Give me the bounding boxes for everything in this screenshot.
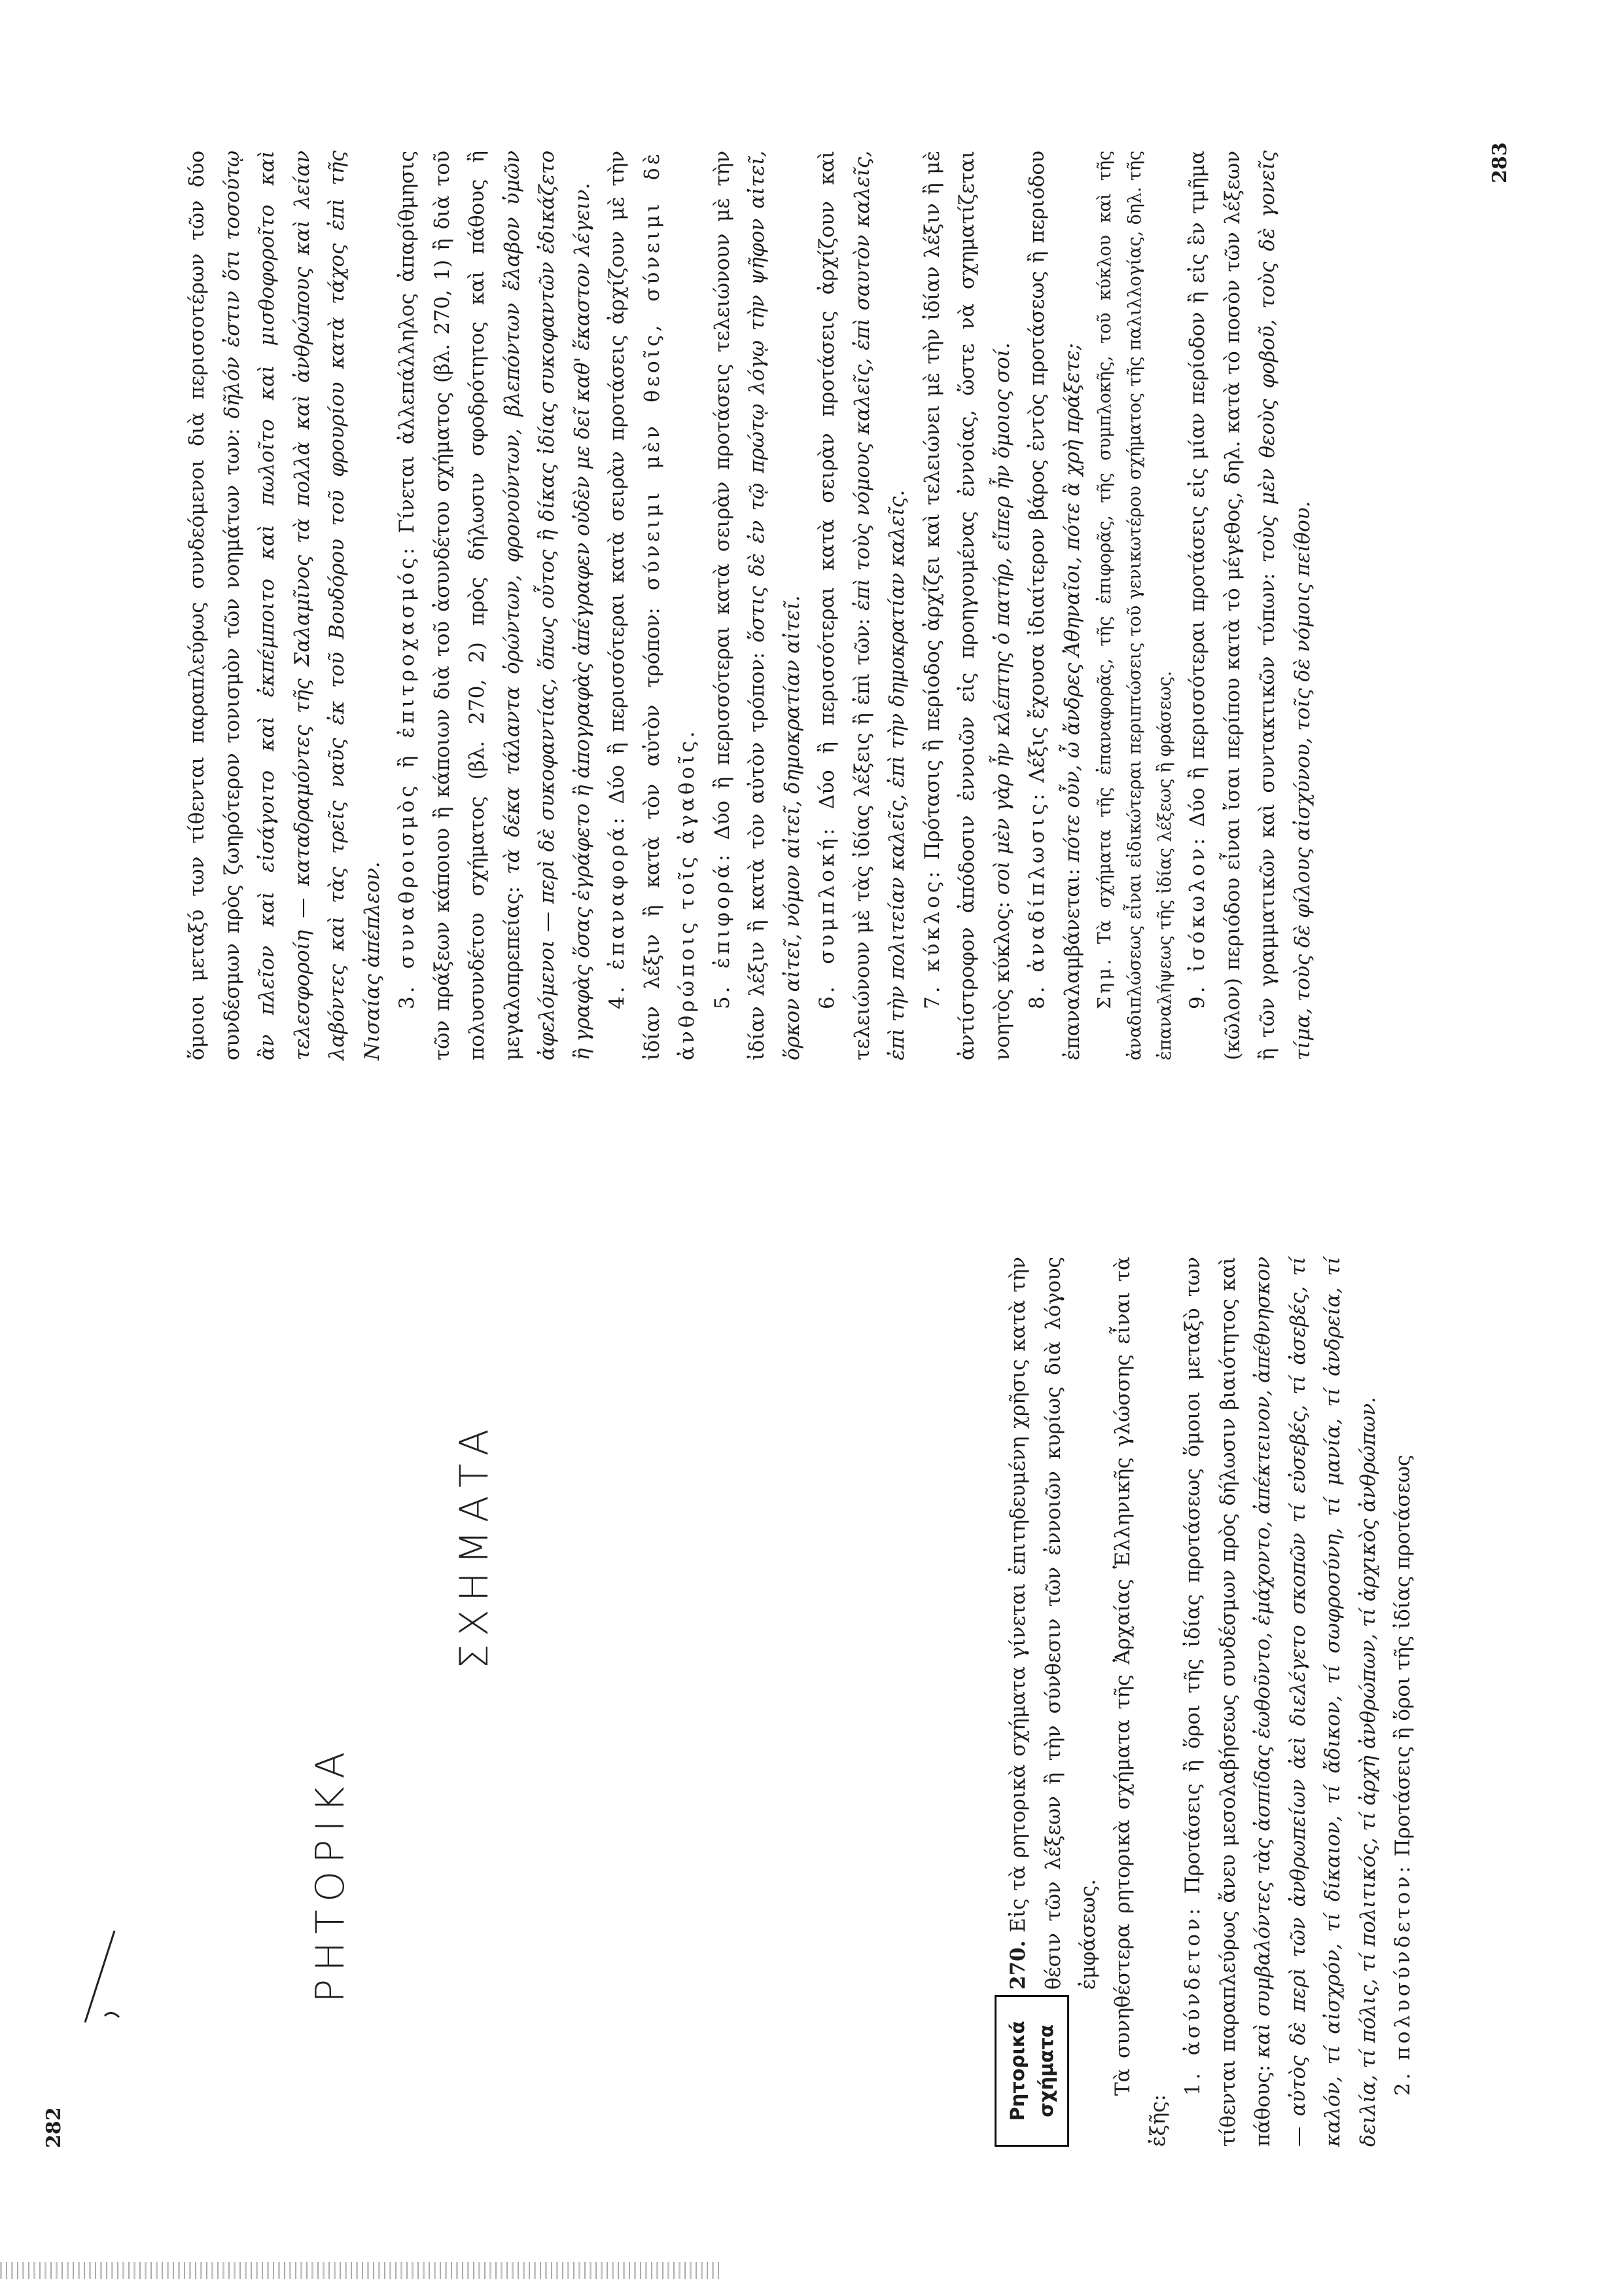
note-text: Τὰ σχήματα τῆς ἐπαναφορᾶς, τῆς ἐπιφορᾶς, τῆς συμπλοκῆς, τοῦ κύκλου καὶ τῆς ἀναδιπλώσεως εἶναι εἰδικώτεραι περιπτώσεις τοῦ γενικωτέρου σχήματος τῆς παλιλλογίας, δηλ. τῆς ἐπαναλήψεως τῆς ἰδίας λέξεως ἢ φράσεως. <box>1095 151 1175 1060</box>
intro-text: Εἰς τὰ ρητορικὰ σχήματα γίνεται ἐπιτηδευμένη χρῆσις κατὰ τὴν θέσιν τῶν λέξεων ἢ τὴν σύνθεσιν τῶν ἐννοιῶν κυρίως διὰ λόγους ἐμφάσεως. <box>1006 1257 1100 1990</box>
item7-text: Πρότασις ἢ περίοδος ἀρχίζει καὶ τελειώνει μὲ τὴν ἰδίαν λέξιν ἢ μὲ ἀντίστροφον ἀπόδοσιν ἐννοιῶν εἰς προηγουμένας ἐννοίας, ὥστε νὰ σχηματίζεται νοητὸς κύκλος: <box>920 151 1014 1060</box>
item6-text: Δύο ἢ περισσότεραι κατὰ σειρὰν προτάσεις ἀρχίζουν καὶ τελειώνουν μὲ τὰς ἰδίας λέξεις ἢ ἐπὶ τῶν: <box>815 151 874 1060</box>
item9-example: τοὺς μὲν θεοὺς φοβοῦ, τοὺς δὲ γονεῖς τίμα, τοὺς δὲ φίλους αἰσχύνου, τοῖς δὲ νόμοις πείθου. <box>1256 151 1315 1060</box>
page-number-right: 283 <box>1489 142 1511 183</box>
item4-head: 4. ἐπαναφορά: <box>605 814 629 1009</box>
chapter-title-line2: ΣΧΗΜΑΤΑ <box>451 1421 497 1669</box>
p1-text: ὅμοιοι μεταξύ των τίθενται παραπλεύρως συνδεόμενοι διὰ περισσοτέρων τῶν δύο συνδέσμων πρὸς ζωηρότερον τονισμὸν τῶν νοημάτων των: <box>185 151 244 1060</box>
left-page-body <box>1001 1257 1106 1990</box>
item6-example: ἐπὶ τοὺς νόμους καλεῖς, ἐπὶ σαυτὸν καλεῖς, ἐπὶ τὴν πολιτείαν καλεῖς, ἐπὶ τὴν δημοκρατίαν καλεῖς. <box>850 150 909 1060</box>
item1-text: Προτάσεις ἢ ὅροι τῆς ἰδίας προτάσεως ὅμοιοι μεταξὺ των τίθενται παραπλεύρως ἄνευ μεσολαβήσεως συνδέσμων πρὸς δήλωσιν βιαιότητος καὶ πάθους: <box>1181 1256 1275 2147</box>
pen-mark-icon <box>79 1918 131 2029</box>
item9-text: Δύο ἢ περισσότεραι προτάσεις εἰς μίαν περίοδον ἢ εἰς ἓν τμῆμα (κῶλον) περιόδου εἶναι ἴσαι περίπου κατὰ τὸ μέγεθος, δηλ. κατὰ τὸ ποσὸν τῶν λέξεων ἢ τῶν γραμματικῶν καὶ συντακτικῶν τύπων: <box>1186 151 1279 1060</box>
item2-text: Προτάσεις ἢ ὅροι τῆς ἰδίας προτάσεως <box>1391 1454 1415 1857</box>
scan-edge-artifact <box>0 2262 720 2279</box>
margin-label-box: Ρητορικά σχήματα <box>995 1995 1069 2147</box>
item6-head: 6. συμπλοκή: <box>815 825 839 1009</box>
item5-example: ὅστις δὲ ἐν τῷ πρώτῳ λόγῳ τὴν ψῆφον αἰτεῖ, ὅρκον αἰτεῖ, νόμον αἰτεῖ, δημοκρατίαν αἰτεῖ. <box>745 151 804 1060</box>
page-number-left: 282 <box>43 2107 65 2148</box>
item5-head: 5. ἐπιφορά: <box>710 851 734 1009</box>
section-number: 270. <box>1006 1940 1030 1990</box>
item5-text: Δύο ἢ περισσότεραι κατὰ σειρὰν προτάσεις τελειώνουν μὲ τὴν ἰδίαν λέξιν ἢ κατὰ τὸν αὐτὸν τρόπον: <box>710 151 769 1060</box>
intro-2: Τὰ συνηθέστερα ρητορικὰ σχήματα τῆς Ἀρχαίας Ἑλληνικῆς γλώσσης εἶναι τὰ ἑξῆς: <box>1111 1257 1170 2147</box>
item1-head: 1. ἀσύνδετον: <box>1181 1905 1205 2096</box>
item3-example: τὰ δέκα τάλαντα ὁρώντων, φρονούντων, βλεπόντων ἔλαβον ὑμῶν ἀφελόμενοι — περὶ δὲ συκοφαντίας, ὅπως οὗτος ἢ δίκας ἰδίας συκοφαντῶν ἐδικάζετο ἢ γραφὰς ὅσας ἐγράφετο ἢ ἀπογραφὰς ἀπέγραφεν οὐδὲν με δεῖ καθ' ἕκαστον λέγειν. <box>500 151 594 1060</box>
note-head: Σημ. <box>1095 956 1115 1009</box>
item3-text: Γίνεται ἀλλεπάλληλος ἀπαρίθμησις τῶν πράξεων κάποιου ἢ κάποιων διὰ τοῦ ἀσυνδέτου σχήματος (βλ. 270, 1) ἢ διὰ τοῦ πολυσυνδέτου σχήματος (βλ. 270, 2) πρὸς δήλωσιν σφοδρότητος καὶ πάθους ἢ μεγαλοπρεπείας: <box>395 151 524 1060</box>
chapter-title-line1: ΡΗΤΟΡΙΚΑ <box>308 1744 353 2003</box>
left-page-body-2 <box>1106 1257 1421 2147</box>
right-page-body <box>180 151 1320 1060</box>
item3-head: 3. συναθροισμὸς ἢ ἐπιτροχασμός: <box>395 544 419 1009</box>
item7-example: σοὶ μὲν γὰρ ἦν κλέπτης ὁ πατήρ, εἴπερ ἦν ὅμοιος σοί. <box>990 342 1014 895</box>
item8-example: πότε οὖν, ὦ ἄνδρες Ἀθηναῖοι, πότε ἃ χρὴ πράξετε; <box>1060 343 1084 863</box>
item4-text: Δύο ἢ περισσότεραι κατὰ σειρὰν προτάσεις ἀρχίζουν μὲ τὴν ἰδίαν λέξιν ἢ κατὰ τὸν αὐτὸν τρόπον: <box>605 151 664 1060</box>
item1-example: καὶ συμβαλόντες τὰς ἀσπίδας ἐωθοῦντο, ἐμάχοντο, ἀπέκτεινον, ἀπέθνησκον — αὐτὸς δὲ περὶ τῶν ἀνθρωπείων ἀεὶ διελέγετο σκοπῶν τί εὐσεβές, τί ἀσεβές, τί καλόν, τί αἰσχρόν, τί δίκαιον, τί ἄδικον, τί σωφροσύνη, τί μανία, τί ἀνδρεία, τί δειλία, τί πόλις, τί πολιτικός, τί ἀρχὴ ἀνθρώπων, τί ἀρχικὸς ἀνθρώπων. <box>1251 1257 1380 2147</box>
item9-head: 9. ἰσόκωλον: <box>1186 834 1209 1009</box>
item8-head: 8. ἀναδίπλωσις: <box>1025 790 1049 1009</box>
p1-example: δῆλόν ἐστιν ὅτι τοσούτῳ ἂν πλεῖον καὶ εἰσάγοιτο καὶ ἐκπέμποιτο καὶ πωλοῖτο καὶ μισθοφοροῖτο καὶ τελεσφοροίη — καταδραμόντες τῆς Σαλαμῖνος τὰ πολλὰ καὶ ἀνθρώπους καὶ λείαν λαβόντες καὶ τὰς τρεῖς ναῦς ἐκ τοῦ Βουδόρου τοῦ φρουρίου κατὰ τάχος ἐπὶ τῆς Νισαίας ἀπέπλεον. <box>220 151 384 1060</box>
item8-text: Λέξις ἔχουσα ἰδιαίτερον βάρος ἐντὸς προτάσεως ἢ περιόδου ἐπαναλαμβάνεται: <box>1025 150 1084 1060</box>
item7-head: 7. κύκλος: <box>920 868 944 1009</box>
item2-head: 2. πολυσύνδετον: <box>1391 1863 1415 2096</box>
item4-example: σύνειμι μὲν θεοῖς, σύνειμι δὲ ἀνθρώποις τοῖς ἀγαθοῖς. <box>640 150 699 1060</box>
